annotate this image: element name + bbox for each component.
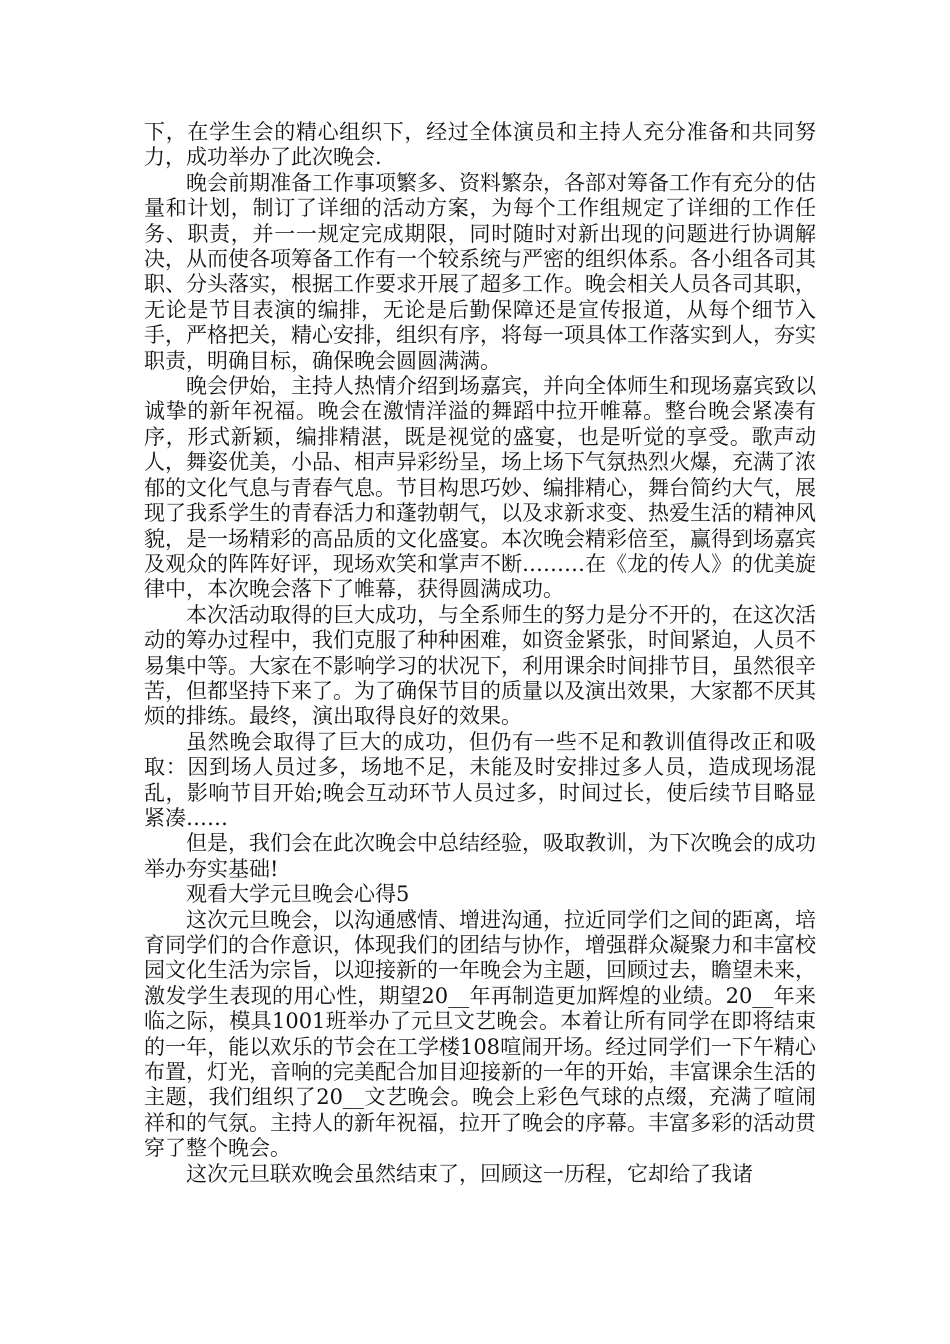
section-heading: 观看大学元旦晚会心得5: [186, 882, 410, 907]
paragraph: 本次活动取得的巨大成功，与全系师生的努力是分不开的，在这次活动的筹办过程中，我们克服了种种困难，如资金紧张，时间紧迫，人员不易集中等。大家在不影响学习的状况下，利用课余时间排节目，虽然很辛苦，但都坚持下来了。为了确保节目的质量以及演出效果，大家都不厌其烦的排练。最终，演出取得良好的效果。: [144, 602, 816, 729]
paragraph: 下，在学生会的精心组织下，经过全体演员和主持人充分准备和共同努力，成功举办了此次晚会.: [144, 120, 816, 170]
body-text: [144, 120, 816, 1187]
paragraph: 晚会伊始，主持人热情介绍到场嘉宾，并向全体师生和现场嘉宾致以诚挚的新年祝福。晚会在激情洋溢的舞蹈中拉开帷幕。整台晚会紧凑有序，形式新颖，编排精湛，既是视觉的盛宴，也是听觉的享受。歌声动人，舞姿优美，小品、相声异彩纷呈，场上场下气氛热烈火爆，充满了浓郁的文化气息与青春气息。节目构思巧妙、编排精心，舞台简约大气，展现了我系学生的青春活力和蓬勃朝气，以及求新求变、热爱生活的精神风貌，是一场精彩的高品质的文化盛宴。本次晚会精彩倍至，赢得到场嘉宾及观众的阵阵好评，现场欢笑和掌声不断………在《龙的传人》的优美旋律中，本次晚会落下了帷幕，获得圆满成功。: [144, 374, 816, 602]
paragraph: 这次元旦晚会，以沟通感情、增进沟通，拉近同学们之间的距离，培育同学们的合作意识，体现我们的团结与协作，增强群众凝聚力和丰富校园文化生活为宗旨，以迎接新的一年晚会为主题，回顾过去，瞻望未来，激发学生表现的用心性，期望20__年再制造更加辉煌的业绩。20__年来临之际，模具1001班举办了元旦文艺晚会。本着让所有同学在即将结束的一年，能以欢乐的节会在工学楼108喧闹开场。经过同学们一下午精心布置，灯光，音响的完美配合加目迎接新的一年的开始，丰富课余生活的主题，我们组织了20__文艺晚会。晚会上彩色气球的点缀，充满了喧闹祥和的气氛。主持人的新年祝福，拉开了晚会的序幕。丰富多彩的活动贯穿了整个晚会。: [144, 907, 816, 1161]
paragraph: 虽然晚会取得了巨大的成功，但仍有一些不足和教训值得改正和吸取：因到场人员过多，场地不足，未能及时安排过多人员，造成现场混乱，影响节目开始;晚会互动环节人员过多，时间过长，使后续节目略显紧凑……: [144, 729, 816, 830]
paragraph: 但是，我们会在此次晚会中总结经验，吸取教训，为下次晚会的成功举办夯实基础!: [144, 831, 816, 881]
paragraph: 这次元旦联欢晚会虽然结束了，回顾这一历程，它却给了我诸: [186, 1161, 753, 1186]
paragraph: 晚会前期准备工作事项繁多、资料繁杂，各部对筹备工作有充分的估量和计划，制订了详细的活动方案，为每个工作组规定了详细的工作任务、职责，并一一规定完成期限，同时随时对新出现的问题进行协调解决，从而使各项筹备工作有一个较系统与严密的组织体系。各小组各司其职、分头落实，根据工作要求开展了超多工作。晚会相关人员各司其职，无论是节目表演的编排，无论是后勤保障还是宣传报道，从每个细节入手，严格把关，精心安排，组织有序，将每一项具体工作落实到人，夯实职责，明确目标，确保晚会圆圆满满。: [144, 170, 816, 373]
